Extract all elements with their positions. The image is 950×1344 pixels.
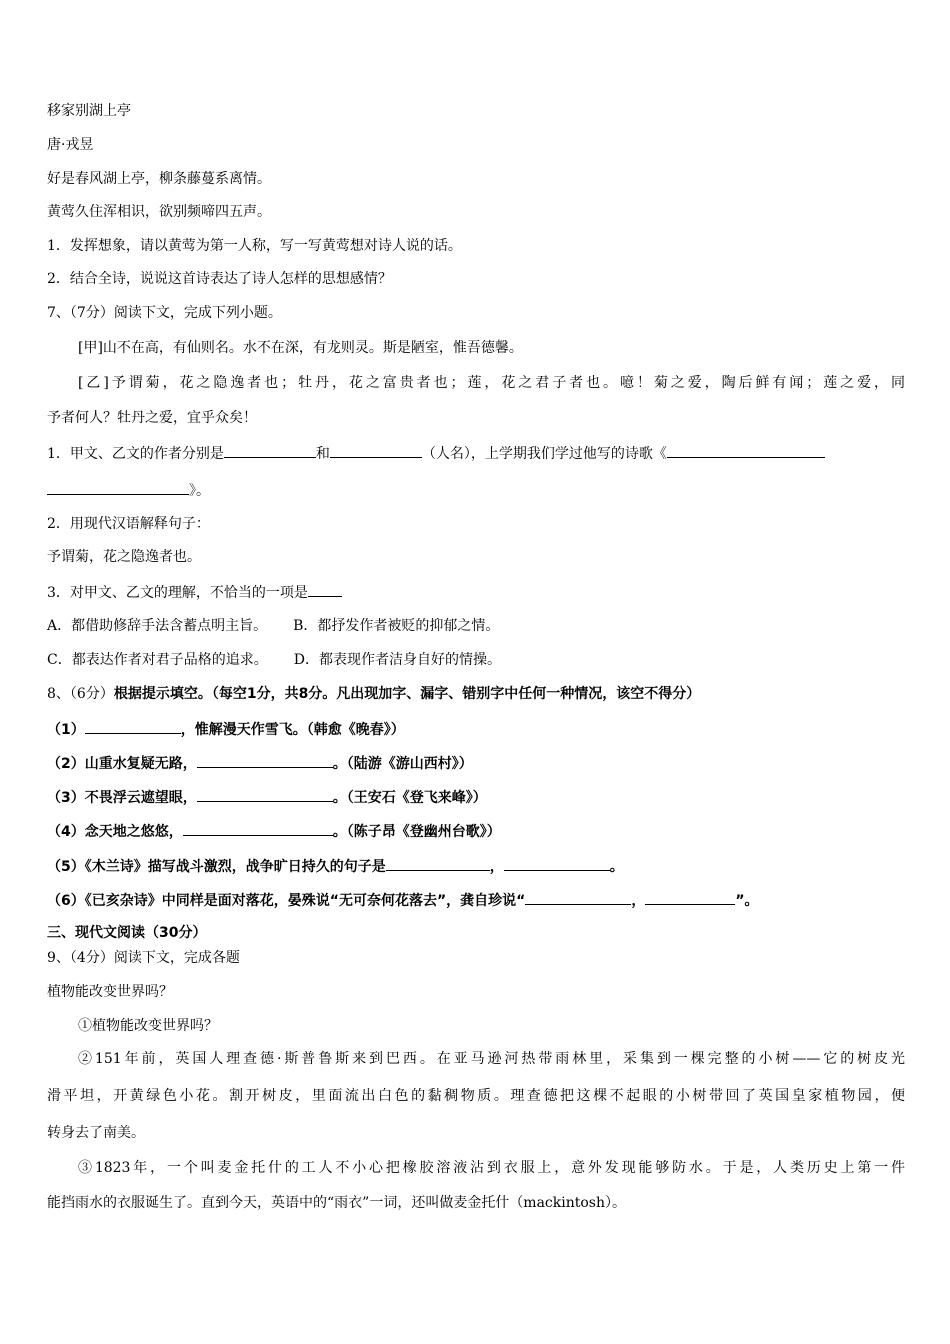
- answer-blank[interactable]: [197, 787, 333, 802]
- article-paragraph-2-line-3: 转身去了南美。: [47, 1125, 145, 1141]
- q8-item-1: [47, 719, 405, 739]
- answer-blank[interactable]: [504, 856, 610, 871]
- q7-sub-1-text-b: 和: [315, 446, 330, 462]
- option-c[interactable]: C．都表达作者对君子品格的追求。: [47, 652, 268, 668]
- article-title: 植物能改变世界吗？: [47, 984, 173, 1000]
- q8-header-instruction: 根据提示填空。（每空1分，共8分。凡出现加字、漏字、错别字中任何一种情况，该空不得分）: [113, 686, 701, 702]
- q7-sub-3: [47, 582, 342, 602]
- poem-question-1: 1．发挥想象，请以黄莺为第一人称，写一写黄莺想对诗人说的话。: [47, 238, 462, 254]
- answer-blank[interactable]: [330, 443, 422, 458]
- q7-header: 7、（7分）阅读下文，完成下列小题。: [47, 305, 282, 321]
- q9-header: 9、（4分）阅读下文，完成各题: [47, 950, 240, 966]
- answer-blank[interactable]: [85, 719, 181, 734]
- q8-item-3: [47, 787, 487, 807]
- answer-blank[interactable]: [224, 443, 316, 458]
- answer-blank[interactable]: [47, 480, 189, 495]
- q8-item-4-text-a: （4）念天地之悠悠，: [47, 824, 183, 840]
- q7-sub-1-continued: [47, 480, 210, 500]
- q8-item-3-text-b: 。（王安石《登飞来峰》）: [332, 790, 487, 806]
- poem-title: 移家别湖上亭: [47, 103, 131, 119]
- q8-item-5-text-a: （5）《木兰诗》描写战斗激烈，战争旷日持久的句子是: [47, 859, 386, 875]
- poem-line-1: 好是春风湖上亭，柳条藤蔓系离情。: [47, 171, 271, 187]
- q8-item-5-text-b: ，: [489, 859, 504, 875]
- article-paragraph-2-line-1: ②151年前，英国人理查德·斯普鲁斯来到巴西。在亚马逊河热带雨林里，采集到一棵完整的小树——它的树皮光: [78, 1051, 905, 1067]
- option-a[interactable]: A．都借助修辞手法含蓄点明主旨。: [47, 618, 268, 634]
- q8-item-6: [47, 890, 759, 910]
- q7-sub-1-text-d: 》。: [189, 483, 210, 499]
- q7-text-yi-line-1: [乙]予谓菊，花之隐逸者也；牡丹，花之富贵者也；莲，花之君子者也。噫！菊之爱，陶后鲜有闻；莲之爱，同: [78, 375, 905, 391]
- article-paragraph-3-line-2: 能挡雨水的衣服诞生了。直到今天，英语中的“雨衣”一词，还叫做麦金托什（mackintosh）。: [47, 1195, 627, 1211]
- q8-item-2-text-b: 。（陆游《游山西村》）: [332, 756, 473, 772]
- q8-header-score: 8、（6分）: [47, 686, 114, 702]
- q7-sub-1-text-c: （人名），上学期我们学过他写的诗歌《: [421, 446, 667, 462]
- q8-item-1-num: （1）: [47, 722, 85, 738]
- article-paragraph-2-line-2: 滑平坦，开黄绿色小花。割开树皮，里面流出白色的黏稠物质。理查德把这棵不起眼的小树带回了英国皇家植物园，便: [47, 1088, 905, 1104]
- q8-item-2-text-a: （2）山重水复疑无路，: [47, 756, 197, 772]
- q7-sub-1: [47, 443, 825, 463]
- poem-question-2: 2．结合全诗，说说这首诗表达了诗人怎样的思想感情？: [47, 271, 392, 287]
- q8-item-4: [47, 821, 501, 841]
- q8-item-4-text-b: 。（陈子昂《登幽州台歌》）: [332, 824, 501, 840]
- q8-item-3-text-a: （3）不畏浮云遮望眼，: [47, 790, 197, 806]
- option-b[interactable]: B．都抒发作者被贬的抑郁之情。: [293, 618, 500, 634]
- article-paragraph-3-line-1: ③1823年，一个叫麦金托什的工人不小心把橡胶溶液沾到衣服上，意外发现能够防水。于是，人类历史上第一件: [78, 1160, 905, 1176]
- q8-item-6-text-a: （6）《已亥杂诗》中同样是面对落花，晏殊说“无可奈何花落去”，龚自珍说“: [47, 893, 526, 909]
- answer-blank[interactable]: [645, 890, 735, 905]
- q8-item-5: [47, 856, 624, 876]
- q8-item-1-text: ，惟解漫天作雪飞。（韩愈《晚春》）: [180, 722, 405, 738]
- section-3-title: 三、现代文阅读（30分）: [47, 925, 207, 941]
- answer-blank[interactable]: [525, 890, 631, 905]
- q7-sub-2: 2．用现代汉语解释句子：: [47, 516, 210, 532]
- q7-sub-2-sentence: 予谓菊，花之隐逸者也。: [47, 549, 201, 565]
- poem-author: 唐·戎昱: [47, 137, 94, 153]
- q7-options-row-2: [47, 651, 501, 669]
- q8-item-5-text-c: 。: [609, 859, 624, 875]
- q7-options-row-1: [47, 617, 499, 635]
- article-paragraph-1: ①植物能改变世界吗？: [78, 1018, 218, 1034]
- poem-line-2: 黄莺久住浑相识，欲别频啼四五声。: [47, 204, 271, 220]
- q7-text-jia: [甲]山不在高，有仙则名。水不在深，有龙则灵。斯是陋室，惟吾德馨。: [78, 340, 523, 356]
- answer-blank[interactable]: [197, 753, 333, 768]
- q8-item-6-text-b: ，: [631, 893, 646, 909]
- q8-item-2: [47, 753, 473, 773]
- answer-blank[interactable]: [308, 582, 342, 597]
- answer-blank[interactable]: [386, 856, 490, 871]
- q8-item-6-text-c: ”。: [735, 893, 759, 909]
- answer-blank[interactable]: [183, 821, 333, 836]
- q7-sub-3-text: 3．对甲文、乙文的理解，不恰当的一项是: [47, 585, 308, 601]
- q7-text-yi-line-2: 予者何人？牡丹之爱，宜乎众矣！: [47, 410, 257, 426]
- q7-sub-1-text-a: 1．甲文、乙文的作者分别是: [47, 446, 224, 462]
- q8-header: [47, 685, 700, 703]
- answer-blank[interactable]: [667, 443, 825, 458]
- option-d[interactable]: D．都表现作者洁身自好的情操。: [293, 652, 501, 668]
